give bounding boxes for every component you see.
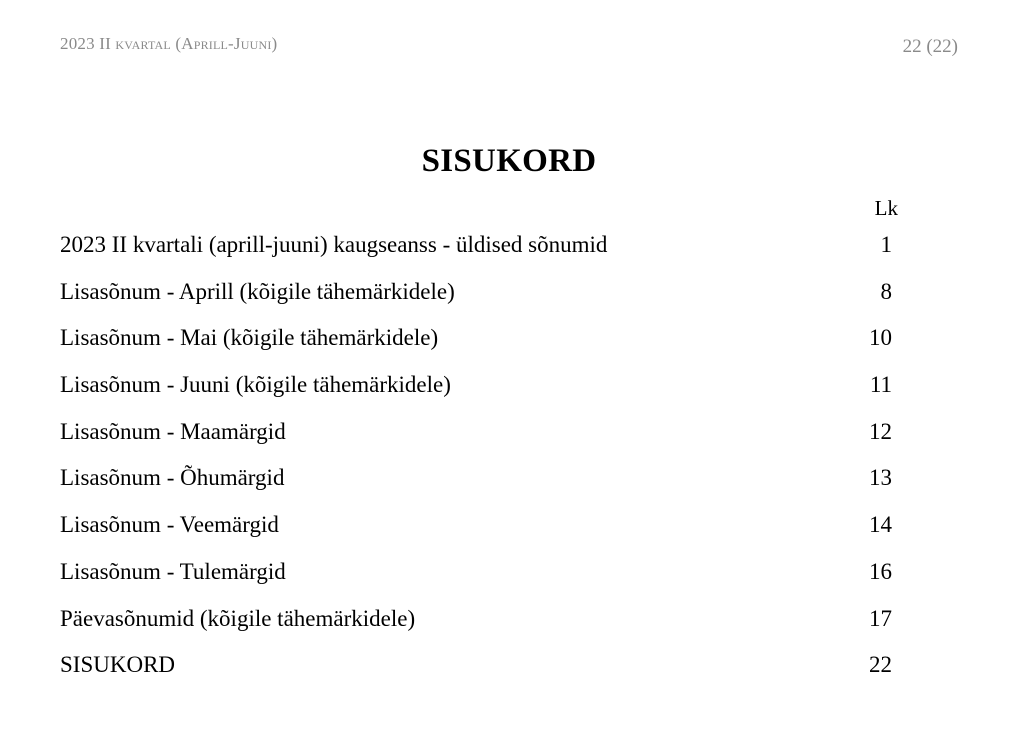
toc-entry-title: Lisasõnum - Aprill (kõigile tähemärkidele) <box>60 278 455 304</box>
toc-entry-title: Lisasõnum - Tulemärgid <box>60 558 286 584</box>
toc-entry-title: 2023 II kvartali (aprill-juuni) kaugseanss - üldised sõnumid <box>60 232 608 257</box>
toc-row[interactable] <box>60 603 892 650</box>
toc-entry-page: 16 <box>869 558 892 584</box>
page-column-header: Lk <box>874 196 898 220</box>
toc-entry-page: 13 <box>869 465 892 491</box>
toc-row[interactable] <box>60 556 892 603</box>
toc-row[interactable] <box>60 649 892 696</box>
toc-row[interactable] <box>60 462 892 509</box>
toc-entry-title: Lisasõnum - Maamärgid <box>60 418 286 444</box>
toc-list <box>60 229 892 696</box>
toc-row[interactable] <box>60 322 892 369</box>
toc-entry-page: 1 <box>880 232 892 257</box>
toc-entry-title: Lisasõnum - Veemärgid <box>60 512 279 538</box>
running-header-title: 2023 II kvartal (Aprill-Juuni) <box>60 34 278 53</box>
toc-title: SISUKORD <box>421 143 597 179</box>
toc-entry-page: 17 <box>869 605 892 631</box>
toc-entry-title: Päevasõnumid (kõigile tähemärkidele) <box>60 605 416 631</box>
toc-entry-title: SISUKORD <box>60 652 176 678</box>
toc-row[interactable] <box>60 369 892 416</box>
toc-entry-page: 10 <box>869 325 892 351</box>
toc-entry-page: 8 <box>880 278 892 304</box>
toc-row[interactable] <box>60 416 892 463</box>
toc-entry-title: Lisasõnum - Õhumärgid <box>60 465 285 491</box>
toc-row[interactable] <box>60 276 892 323</box>
toc-entry-page: 11 <box>869 372 892 398</box>
toc-entry-page: 14 <box>869 512 892 538</box>
toc-row[interactable] <box>60 229 892 276</box>
toc-row[interactable] <box>60 509 892 556</box>
toc-entry-page: 22 <box>869 652 892 678</box>
toc-entry-title: Lisasõnum - Mai (kõigile tähemärkidele) <box>60 325 439 351</box>
page-number: 22 (22) <box>902 36 958 57</box>
toc-entry-title: Lisasõnum - Juuni (kõigile tähemärkidele) <box>60 372 451 398</box>
toc-entry-page: 12 <box>869 418 892 444</box>
